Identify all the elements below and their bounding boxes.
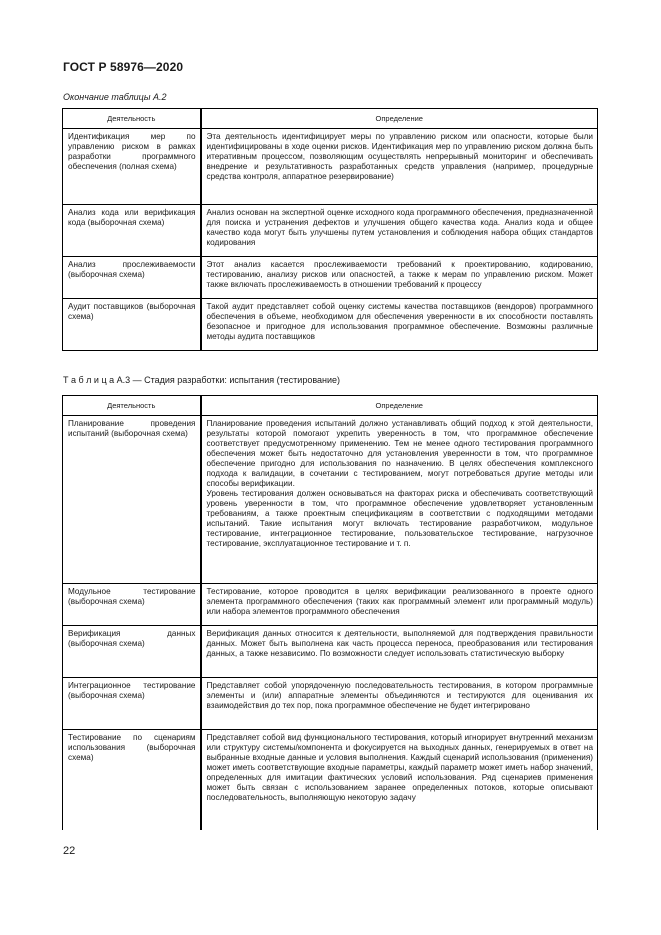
- definition-cell: Такой аудит представляет собой оценку системы качества поставщиков (вендоров) программного обеспечения в объеме, необходимом для обеспечения уверенности в их способности поставлять безопасное и пригодное для использования программное обеспечение. Возможны различные методы аудита поставщиков: [201, 299, 598, 351]
- activity-cell: Анализ прослеживаемости (выборочная схема): [63, 257, 201, 299]
- activity-cell: Верификация данных (выборочная схема): [63, 626, 201, 678]
- definition-paragraph: Планирование проведения испытаний должно устанавливать общий подход к этой деятельности, результаты которой помогают укрепить уверенность в том, что программное обеспечение соответствует предусмотренному применению. Тем не менее одного тестирования программного обеспечения может быть недостаточно для установления уверенности в том, что программное обеспечение пригодно для использования по назначению. В целях обеспечения комплексного подхода к валидации, в сочетании с тестированием, могут потребоваться другие методы или способы верификации.: [206, 419, 593, 488]
- table-row: [63, 730, 598, 830]
- definition-cell: Анализ основан на экспертной оценке исходного кода программного обеспечения, предназначенной для поиска и устранения дефектов и улучшения общего качества кода. Анализ кода и общее качество кода могут быть улучшены путем установления и соблюдения набора общих стандартов кодирования: [201, 205, 598, 257]
- column-header-definition: Определение: [201, 396, 598, 416]
- definition-cell: [201, 416, 598, 584]
- activity-cell: Идентификация мер по управлению риском в рамках разработки программного обеспечения (полная схема): [63, 129, 201, 205]
- activity-cell: Интеграционное тестирование (выборочная схема): [63, 678, 201, 730]
- table-header-row: [63, 396, 598, 416]
- table-row: [63, 299, 598, 351]
- table-a3-caption: Т а б л и ц а А.3 — Стадия разработки: испытания (тестирование): [63, 375, 341, 385]
- activity-cell: Аудит поставщиков (выборочная схема): [63, 299, 201, 351]
- definition-cell: Представляет собой вид функционального тестирования, который игнорирует внутренний механизм или структуру системы/компонента и фокусируется на выходных данных, генерируемых в ответ на выбранные входные данные и условия выполнения. Каждый сценарий использования (применения) может иметь соответствующие входные параметры, каждый параметр может иметь набор значений, определенных для имитации фактических условий использования. Ряд сценариев применения может быть связан с использованием заранее определенных потоков, которые описывают последовательность, выполняющую некоторую задачу: [201, 730, 598, 830]
- definition-cell: Представляет собой упорядоченную последовательность тестирования, в котором программные элементы и (или) аппаратные элементы объединяются и тестируются для оценивания их взаимодействия до тех пор, пока программное обеспечение не будет интегрировано: [201, 678, 598, 730]
- table-row: [63, 257, 598, 299]
- column-header-activity: Деятельность: [63, 396, 201, 416]
- activity-cell: Модульное тестирование (выборочная схема): [63, 584, 201, 626]
- definition-paragraph: Уровень тестирования должен основываться на факторах риска и обеспечивать соответствующий уровень уверенности в том, что программное обеспечение удовлетворяет установленным требованиям, а также проектным спецификациям в соответствии с подходящими методами испытаний. Такие испытания могут включать тестирование разработчиком, модульное тестирование, интеграционное тестирование, пользовательское тестирование, нагрузочное тестирование, эксплуатационное тестирование и т. п.: [206, 489, 593, 548]
- table-a3: [62, 395, 598, 830]
- page-number: 22: [63, 845, 76, 857]
- activity-cell: Планирование проведения испытаний (выборочная схема): [63, 416, 201, 584]
- table-header-row: [63, 109, 598, 129]
- table-a2: [62, 108, 598, 351]
- document-header: ГОСТ Р 58976—2020: [63, 60, 184, 74]
- table-a2-caption: Окончание таблицы А.2: [63, 92, 167, 102]
- table-row: [63, 416, 598, 584]
- definition-cell: Верификация данных относится к деятельности, выполняемой для подтверждения правильности данных. Может быть выполнена как часть процесса переноса, преобразования или тестирования данных, а также независимо. По возможности следует использовать статистическую выборку: [201, 626, 598, 678]
- table-row: [63, 678, 598, 730]
- activity-cell: Тестирование по сценариям использования (выборочная схема): [63, 730, 201, 830]
- column-header-activity: Деятельность: [63, 109, 201, 129]
- activity-cell: Анализ кода или верификация кода (выборочная схема): [63, 205, 201, 257]
- table-row: [63, 129, 598, 205]
- table-row: [63, 205, 598, 257]
- definition-cell: Этот анализ касается прослеживаемости требований к проектированию, кодированию, тестированию, анализу рисков или опасностей, а также к мерам по управлению риском. Может также включать прослеживаемость в отношении требований к процессу: [201, 257, 598, 299]
- table-row: [63, 584, 598, 626]
- definition-cell: Тестирование, которое проводится в целях верификации реализованного в проекте одного элемента программного обеспечения (таких как программный элемент или программный модуль) или набора элементов программного обеспечения: [201, 584, 598, 626]
- definition-cell: Эта деятельность идентифицирует меры по управлению риском или опасности, которые были идентифицированы в ходе оценки рисков. Идентификация мер по управлению риском должна быть итеративным процессом, позволяющим осуществлять непрерывный мониторинг и обеспечивать внедрение и результативность разработанных средств управления (например, процедурные средства контроля, аппаратное резервирование): [201, 129, 598, 205]
- table-row: [63, 626, 598, 678]
- column-header-definition: Определение: [201, 109, 598, 129]
